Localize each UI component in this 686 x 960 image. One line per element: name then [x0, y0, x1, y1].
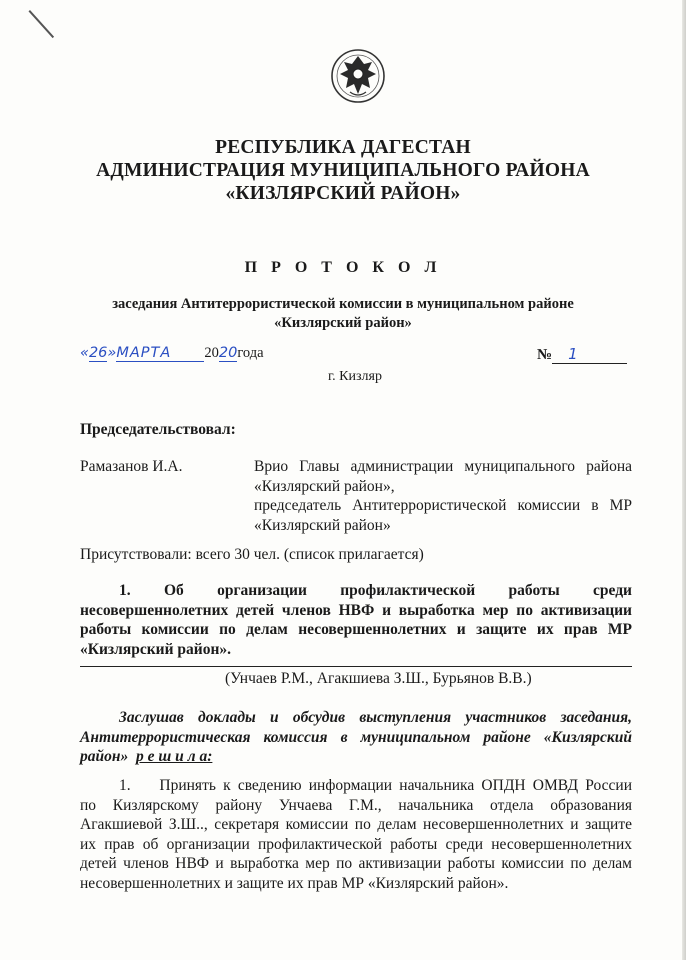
decision-1-line2: по Кизлярскому району Унчаева Г.М., начальника отдела образования — [80, 796, 632, 814]
agenda-item-1-speakers: (Унчаев Р.М., Агакшиева З.Ш., Бурьянов В.В.) — [225, 670, 532, 687]
resolution-intro — [80, 708, 632, 767]
decision-1-line6: несовершеннолетних и защите их прав МР «Кизлярский район». — [80, 874, 509, 892]
agenda-item-1-line1: 1. Об организации профилактической работы среди — [119, 582, 632, 599]
year-prefix: 20 — [204, 345, 219, 361]
chair-role-line2: «Кизлярский район», — [254, 477, 395, 495]
agenda-item-1-line2: несовершеннолетних детей членов НВФ и выработка мер по активизации — [80, 601, 632, 619]
resolution-decided: р е ш и л а: — [135, 748, 213, 765]
protocol-subtitle-line1: заседания Антитеррористической комиссии в муниципальном районе — [112, 296, 574, 312]
resolution-line1: Заслушав доклады и обсудив выступления участников заседания, — [119, 709, 632, 726]
agenda-item-1-line3: работы комиссии по делам несовершеннолетних и защите их прав МР — [80, 621, 632, 638]
resolution-line3 — [80, 747, 632, 767]
chair-role — [254, 457, 632, 535]
chair-role-line4: «Кизлярский район» — [254, 516, 391, 534]
header-line-district: «КИЗЛЯРСКИЙ РАЙОН» — [225, 183, 461, 204]
protocol-date — [80, 345, 264, 362]
decision-item-1 — [80, 776, 632, 893]
resolution-line3-district: район» — [80, 748, 129, 765]
date-close-quote: » — [107, 345, 117, 361]
date-open-quote: « — [80, 345, 89, 361]
decision-1-line3: Агакшиевой З.Ш.., секретаря комиссии по делам несовершеннолетних и защите — [80, 816, 632, 833]
date-month: МАРТА — [116, 345, 204, 362]
header-line-administration: АДМИНИСТРАЦИЯ МУНИЦИПАЛЬНОГО РАЙОНА — [96, 160, 590, 181]
place-city: г. Кизляр — [328, 369, 382, 384]
chair-role-line3: председатель Антитеррористической комиссии в МР — [254, 497, 632, 514]
agenda-item-1-line4: «Кизлярский район». — [80, 640, 232, 658]
scan-mark — [29, 10, 55, 38]
header-line-republic: РЕСПУБЛИКА ДАГЕСТАН — [215, 137, 471, 158]
number-label: № — [537, 347, 553, 363]
protocol-number — [537, 345, 627, 364]
chair-role-line1: Врио Главы администрации муниципального района — [254, 458, 632, 475]
coat-of-arms-emblem — [330, 48, 386, 104]
protocol-title: П Р О Т О К О Л — [244, 259, 442, 276]
decision-1-line1: 1. Принять к сведению информации начальника ОПДН ОМВД России — [119, 777, 632, 794]
protocol-subtitle-line2: «Кизлярский район» — [274, 315, 412, 331]
present-count: Присутствовали: всего 30 чел. (список прилагается) — [80, 546, 424, 563]
year-suffix: 20 — [218, 345, 238, 361]
resolution-line2: Антитеррористическая комиссия в муниципальном районе «Кизлярский — [80, 728, 632, 746]
date-day: 26 — [88, 345, 108, 361]
decision-1-line4: их прав об организации профилактической работы среди несовершеннолетних — [80, 835, 632, 853]
number-value: 1 — [552, 345, 627, 364]
chair-name: Рамазанов И.А. — [80, 458, 183, 475]
year-word: года — [237, 345, 264, 361]
divider-line — [80, 666, 632, 667]
agenda-item-1 — [80, 581, 632, 659]
chair-label: Председательствовал: — [80, 421, 236, 438]
decision-1-line5: детей членов НВФ и выработка мер по активизации работы комиссии по делам — [80, 855, 632, 872]
